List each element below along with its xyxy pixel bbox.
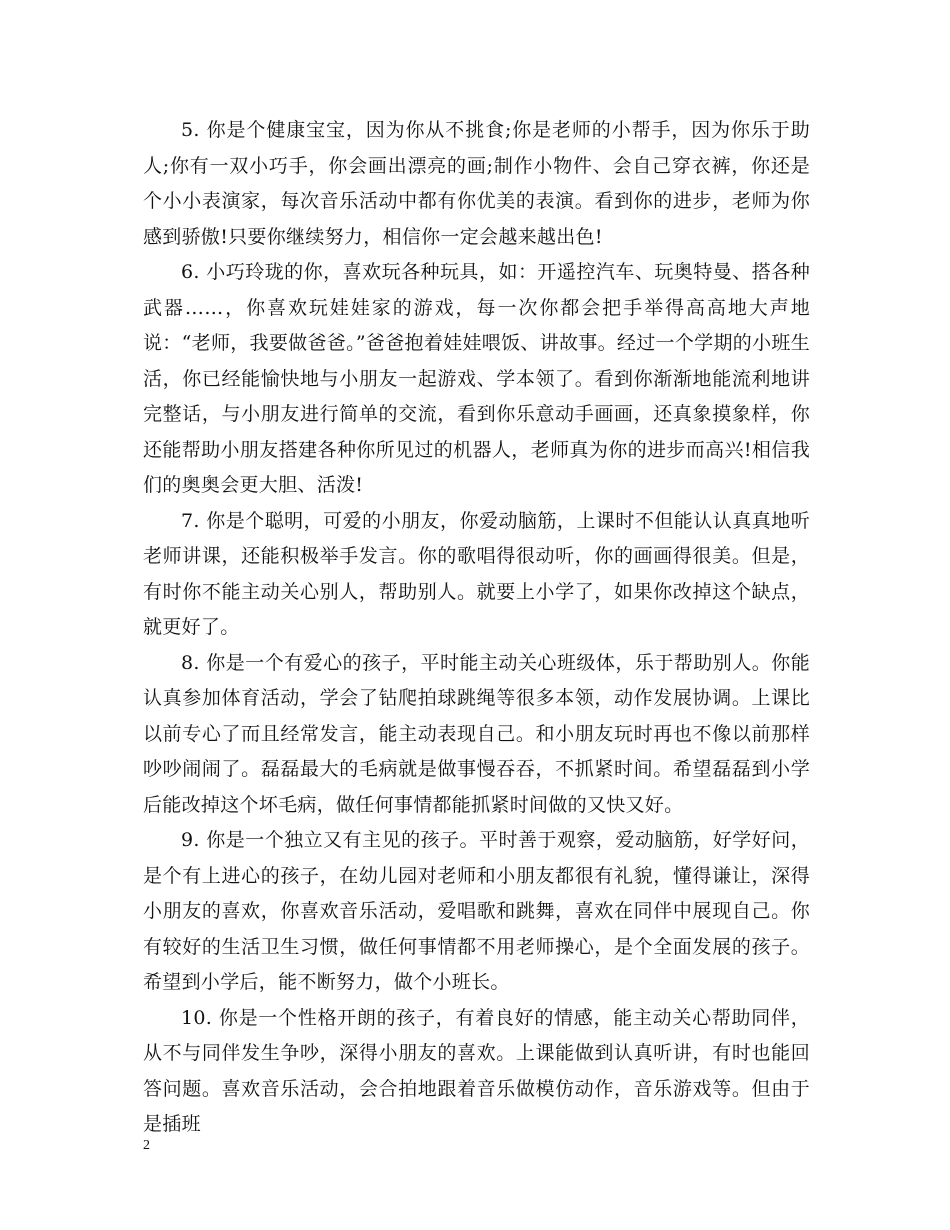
paragraph-5: 5. 你是个健康宝宝，因为你从不挑食;你是老师的小帮手，因为你乐于助人;你有一双小巧手，你会画出漂亮的画;制作小物件、会自己穿衣裤，你还是个小小表演家，每次音乐活动中都有你优美的表演。看到你的进步，老师为你感到骄傲!只要你继续努力，相信你一定会越来越出色! <box>143 119 810 248</box>
paragraph-7: 7. 你是个聪明，可爱的小朋友，你爱动脑筋，上课时不但能认认真真地听老师讲课，还能积极举手发言。你的歌唱得很动听，你的画画得很美。但是，有时你不能主动关心别人，帮助别人。就要上小学了，如果你改掉这个缺点，就更好了。 <box>143 509 810 638</box>
paragraph-6: 6. 小巧玲珑的你，喜欢玩各种玩具，如：开遥控汽车、玩奥特曼、搭各种武器……，你喜欢玩娃娃家的游戏，每一次你都会把手举得高高地大声地说：“老师，我要做爸爸。”爸爸抱着娃娃喂饭、讲故事。经过一个学期的小班生活，你已经能愉快地与小朋友一起游戏、学本领了。看到你渐渐地能流利地讲完整话，与小朋友进行简单的交流，看到你乐意动手画画，还真象摸象样，你还能帮助小朋友搭建各种你所见过的机器人，老师真为你的进步而高兴!相信我们的奥奥会更大胆、活泼! <box>143 261 810 496</box>
paragraph-10: 10. 你是一个性格开朗的孩子，有着良好的情感，能主动关心帮助同伴，从不与同伴发生争吵，深得小朋友的喜欢。上课能做到认真听讲，有时也能回答问题。喜欢音乐活动，会合拍地跟着音乐做模仿动作，音乐游戏等。但由于是插班 <box>143 1006 810 1135</box>
paragraph-8: 8. 你是一个有爱心的孩子，平时能主动关心班级体，乐于帮助别人。你能认真参加体育活动，学会了钻爬拍球跳绳等很多本领，动作发展协调。上课比以前专心了而且经常发言，能主动表现自己。和小朋友玩时再也不像以前那样吵吵闹闹了。磊磊最大的毛病就是做事慢吞吞，不抓紧时间。希望磊磊到小学后能改掉这个坏毛病，做任何事情都能抓紧时间做的又快又好。 <box>143 651 810 816</box>
paragraph-9: 9. 你是一个独立又有主见的孩子。平时善于观察，爱动脑筋，好学好问，是个有上进心的孩子，在幼儿园对老师和小朋友都很有礼貌，懂得谦让，深得小朋友的喜欢，你喜欢音乐活动，爱唱歌和跳舞，喜欢在同伴中展现自己。你有较好的生活卫生习惯，做任何事情都不用老师操心，是个全面发展的孩子。希望到小学后，能不断努力，做个小班长。 <box>143 829 810 993</box>
page-number: 2 <box>143 1138 150 1153</box>
body-text <box>143 113 810 1143</box>
